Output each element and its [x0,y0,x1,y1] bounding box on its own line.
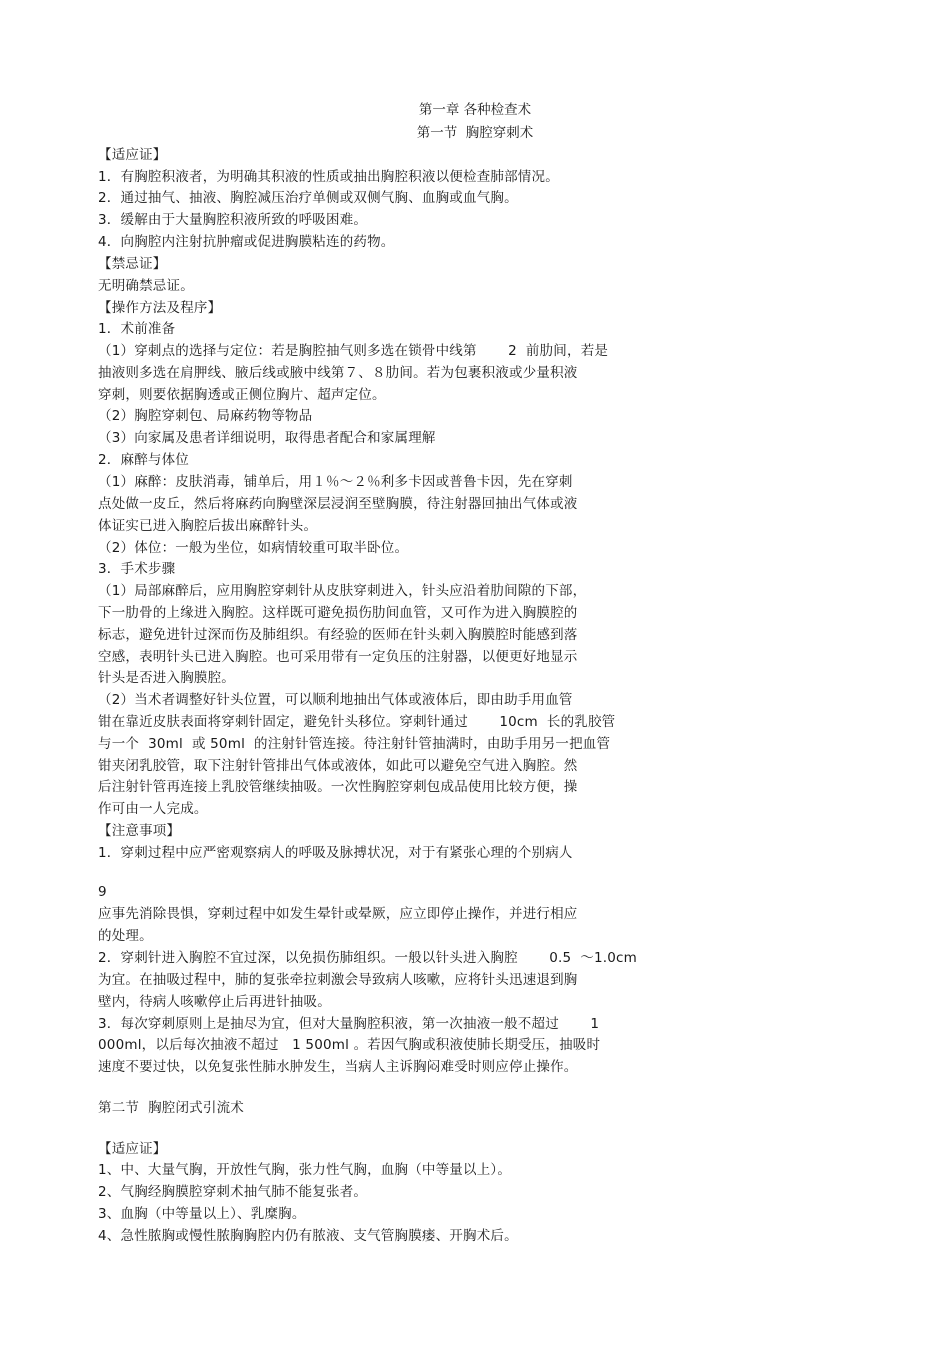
section-1-title: 第一节 胸腔穿刺术 [416,125,534,141]
text-line: 与一个 30ml 或 50ml 的注射针管连接。待注射针管抽满时，由助手用另一把血管 [98,736,611,752]
text-line: （1）局部麻醉后，应用胸腔穿刺针从皮肤穿刺进入，针头应沿着肋间隙的下部， [98,583,587,599]
text-line: （2）体位：一般为坐位，如病情较重可取半卧位。 [98,540,409,556]
heading-procedure: 【操作方法及程序】 [98,300,222,316]
text-line: 钳夹闭乳胶管，取下注射针管排出气体或液体，如此可以避免空气进入胸腔。然 [98,758,578,774]
text-line: 2．穿刺针进入胸腔不宜过深，以免损伤肺组织。一般以针头进入胸腔 0.5 ～1.0cm [98,950,638,966]
text-line: 体证实已进入胸腔后拔出麻醉针头。 [98,518,318,534]
text-line: 2．麻醉与体位 [98,452,189,468]
text-line: 点处做一皮丘，然后将麻药向胸壁深层浸润至壁胸膜，待注射器回抽出气体或液 [98,496,578,512]
text-line: 下一肋骨的上缘进入胸腔。这样既可避免损伤肋间血管，又可作为进入胸膜腔的 [98,605,578,621]
text-line: 为宜。在抽吸过程中，肺的复张牵拉刺激会导致病人咳嗽，应将针头迅速退到胸 [98,972,578,988]
text-line: 3．手术步骤 [98,561,176,577]
text-line: （2）当术者调整好针头位置，可以顺利地抽出气体或液体后，即由助手用血管 [98,692,573,708]
text-line: 标志，避免进针过深而伤及肺组织。有经验的医师在针头刺入胸膜腔时能感到落 [98,627,578,643]
text-line: 4．向胸腔内注射抗肿瘤或促进胸膜粘连的药物。 [98,234,395,250]
text-line: 针头是否进入胸膜腔。 [98,670,235,686]
text-line: 3、血胸（中等量以上）、乳糜胸。 [98,1206,306,1222]
text-line: 速度不要过快，以免复张性肺水肿发生，当病人主诉胸闷难受时则应停止操作。 [98,1059,578,1075]
text-line: 000ml，以后每次抽液不超过 1 500ml 。若因气胸或积液使肺长期受压，抽吸时 [98,1037,601,1053]
text-line: （2）胸腔穿刺包、局麻药物等物品 [98,408,313,424]
text-line: 2．通过抽气、抽液、胸腔减压治疗单侧或双侧气胸、血胸或血气胸。 [98,190,518,206]
section-2-title: 第二节 胸腔闭式引流术 [98,1100,244,1116]
text-line: 3．每次穿刺原则上是抽尽为宜，但对大量胸腔积液，第一次抽液一般不超过 1 [98,1016,600,1032]
text-line: 应事先消除畏惧，穿刺过程中如发生晕针或晕厥，应立即停止操作，并进行相应 [98,906,578,922]
text-line: 抽液则多选在肩胛线、腋后线或腋中线第７、８肋间。若为包裹积液或少量积液 [98,365,578,381]
text-line: 穿刺，则要依据胸透或正侧位胸片、超声定位。 [98,387,386,403]
text-line: 的处理。 [98,928,153,944]
text-line: （3）向家属及患者详细说明，取得患者配合和家属理解 [98,430,436,446]
text-line: 1、中、大量气胸，开放性气胸，张力性气胸，血胸（中等量以上）。 [98,1162,512,1178]
text-line: 壁内，待病人咳嗽停止后再进针抽吸。 [98,994,331,1010]
text-line: 作可由一人完成。 [98,801,208,817]
text-line: （1）穿刺点的选择与定位：若是胸腔抽气则多选在锁骨中线第 2 前肋间，若是 [98,343,609,359]
heading-contraindications: 【禁忌证】 [98,256,167,272]
text-line: 1．术前准备 [98,321,176,337]
heading-indications: 【适应证】 [98,147,167,163]
text-line: 后注射针管再连接上乳胶管继续抽吸。一次性胸腔穿刺包成品使用比较方便，操 [98,779,578,795]
text-line: 4、急性脓胸或慢性脓胸胸腔内仍有脓液、支气管胸膜瘘、开胸术后。 [98,1228,518,1244]
heading-indications: 【适应证】 [98,1141,167,1157]
text-line: 1．穿刺过程中应严密观察病人的呼吸及脉搏状况，对于有紧张心理的个别病人 [98,845,573,861]
text-line: 3．缓解由于大量胸腔积液所致的呼吸困难。 [98,212,368,228]
text-line: 无明确禁忌证。 [98,278,194,294]
chapter-title: 第一章 各种检查术 [418,102,532,118]
heading-precautions: 【注意事项】 [98,823,181,839]
text-line: 1．有胸腔积液者，为明确其积液的性质或抽出胸腔积液以便检查肺部情况。 [98,169,559,185]
text-line: 空感，表明针头已进入胸腔。也可采用带有一定负压的注射器，以便更好地显示 [98,649,578,665]
text-line: 钳在靠近皮肤表面将穿刺针固定，避免针头移位。穿刺针通过 10cm 长的乳胶管 [98,714,616,730]
text-line: 2、气胸经胸膜腔穿刺术抽气肺不能复张者。 [98,1184,368,1200]
text-line: （1）麻醉：皮肤消毒，铺单后，用１％～２％利多卡因或普鲁卡因，先在穿刺 [98,474,573,490]
page-number: 9 [98,884,107,900]
